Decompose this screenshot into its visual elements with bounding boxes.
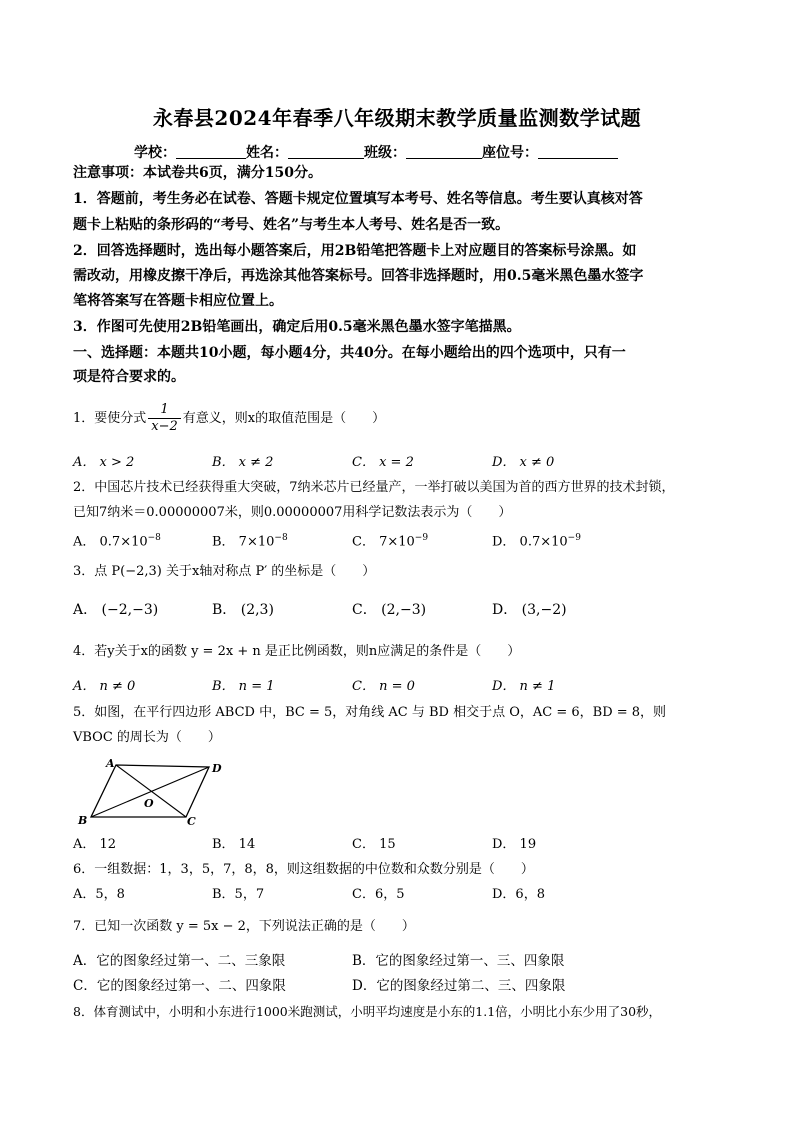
- q1-pre: 1．要使分式: [73, 411, 147, 426]
- q4-option-b: B． n = 1: [212, 679, 275, 694]
- q6-option-c: C．6，5: [352, 887, 405, 902]
- exam-title: 永春县2024年春季八年级期末教学质量监测数学试题: [152, 106, 642, 130]
- q5-option-a: A． 12: [73, 837, 117, 852]
- name-label: 姓名：: [246, 145, 288, 161]
- figure-label-c: C: [187, 815, 196, 827]
- section1-line2: 项是符合要求的。: [73, 369, 185, 385]
- figure-label-a: A: [106, 757, 115, 770]
- class-blank: [406, 144, 482, 159]
- q7-option-d: D．它的图象经过第二、三、四象限: [352, 978, 566, 994]
- section1-line1: 一、选择题：本题共10小题，每小题4分，共40分。在每小题给出的四个选项中，只有一: [73, 345, 626, 361]
- q2-d-base: D． 0.7×10: [492, 534, 568, 550]
- notice-item3: 3．作图可先使用2B铅笔画出，确定后用0.5毫米黑色墨水签字笔描黑。: [73, 319, 521, 335]
- parallelogram-figure: [76, 755, 236, 827]
- q2-a-base: A． 0.7×10: [73, 534, 148, 550]
- q3-stem: 3．点 P(−2,3) 关于x轴对称点 P′ 的坐标是（ ）: [73, 564, 376, 579]
- q7-option-b: B．它的图象经过第一、三、四象限: [352, 953, 565, 969]
- q4-option-a: A． n ≠ 0: [73, 679, 136, 694]
- q6-option-b: B．5，7: [212, 887, 265, 902]
- q1-denominator: x−2: [151, 419, 178, 434]
- q1-option-b: B． x ≠ 2: [212, 455, 274, 470]
- q4-stem: 4．若y关于x的函数 y = 2x + n 是正比例函数，则n应满足的条件是（ ）: [73, 644, 521, 659]
- figure-label-d: D: [212, 762, 222, 775]
- q4-option-d: D． n ≠ 1: [492, 679, 556, 694]
- q3-option-c: C． (2,−3): [352, 602, 427, 618]
- q2-option-d: [492, 529, 581, 551]
- q2-option-b: [212, 529, 288, 551]
- name-blank: [288, 144, 364, 159]
- q3-option-a: A． (−2,−3): [73, 602, 159, 618]
- seat-label: 座位号：: [482, 145, 538, 161]
- q7-stem: 7．已知一次函数 y = 5x − 2，下列说法正确的是（ ）: [73, 919, 415, 934]
- q2-c-exp: −9: [414, 533, 429, 543]
- q5-option-d: D． 19: [492, 837, 537, 852]
- school-label: 学校：: [134, 145, 176, 161]
- q1-option-a: A． x > 2: [73, 455, 135, 470]
- notice-item1-line1: 1．答题前，考生务必在试卷、答题卡规定位置填写本考号、姓名等信息。考生要认真核对答: [73, 191, 643, 207]
- q5-line2: VBOC 的周长为（ ）: [73, 730, 221, 745]
- q1-numerator: 1: [148, 402, 181, 419]
- q2-a-exp: −8: [147, 533, 161, 543]
- q4-option-c: C． n = 0: [352, 679, 415, 694]
- notice-item2-line2: 需改动，用橡皮擦干净后，再选涂其他答案标号。回答非选择题时，用0.5毫米黑色墨水签字: [73, 268, 644, 284]
- q2-d-exp: −9: [567, 533, 581, 543]
- q2-line2: 已知7纳米＝0.00000007米，则0.00000007用科学记数法表示为（ ）: [73, 505, 512, 520]
- figure-label-o: O: [144, 797, 154, 810]
- q1-option-d: D． x ≠ 0: [492, 455, 555, 470]
- q2-option-a: [73, 529, 161, 551]
- seat-blank: [538, 144, 618, 159]
- q6-option-d: D．6，8: [492, 887, 545, 902]
- q1-option-c: C． x = 2: [352, 455, 414, 470]
- q6-option-a: A．5，8: [73, 887, 125, 902]
- figure-label-b: B: [78, 814, 88, 827]
- q2-b-exp: −8: [274, 533, 288, 543]
- class-label: 班级：: [364, 145, 406, 161]
- q2-option-c: [352, 529, 428, 551]
- q3-option-b: B． (2,3): [212, 602, 274, 618]
- q7-option-c: C．它的图象经过第一、二、四象限: [73, 978, 286, 994]
- q3-option-d: D． (3,−2): [492, 602, 567, 618]
- q6-stem: 6．一组数据：1，3，5，7，8，8，则这组数据的中位数和众数分别是（ ）: [73, 862, 534, 877]
- q8-stem: 8．体育测试中，小明和小东进行1000米跑测试，小明平均速度是小东的1.1倍，小明比小东少用了30秒，: [73, 1004, 662, 1019]
- school-blank: [176, 144, 246, 159]
- q1-stem: [73, 402, 385, 435]
- q1-fraction: [148, 402, 181, 435]
- student-info-row: [134, 142, 618, 162]
- notice-lead: 注意事项：本试卷共6页，满分150分。: [73, 165, 322, 181]
- notice-item1-line2: 题卡上粘贴的条形码的“考号、姓名”与考生本人考号、姓名是否一致。: [73, 217, 510, 233]
- q5-option-c: C． 15: [352, 837, 396, 852]
- q2-line1: 2．中国芯片技术已经获得重大突破，7纳米芯片已经量产，一举打破以美国为首的西方世界的技术封锁，: [73, 480, 675, 495]
- q5-line1: 5．如图，在平行四边形 ABCD 中，BC = 5，对角线 AC 与 BD 相交于点 O，AC = 6，BD = 8，则: [73, 705, 667, 720]
- q2-b-base: B． 7×10: [212, 534, 275, 550]
- notice-item2-line3: 笔将答案写在答题卡相应位置上。: [73, 293, 283, 309]
- q1-post: 有意义，则x的取值范围是（ ）: [182, 411, 386, 426]
- q2-c-base: C． 7×10: [352, 534, 415, 550]
- notice-item2-line1: 2．回答选择题时，选出每小题答案后，用2B铅笔把答题卡上对应题目的答案标号涂黑。如: [73, 243, 637, 259]
- q5-option-b: B． 14: [212, 837, 256, 852]
- q7-option-a: A．它的图象经过第一、二、三象限: [73, 953, 286, 969]
